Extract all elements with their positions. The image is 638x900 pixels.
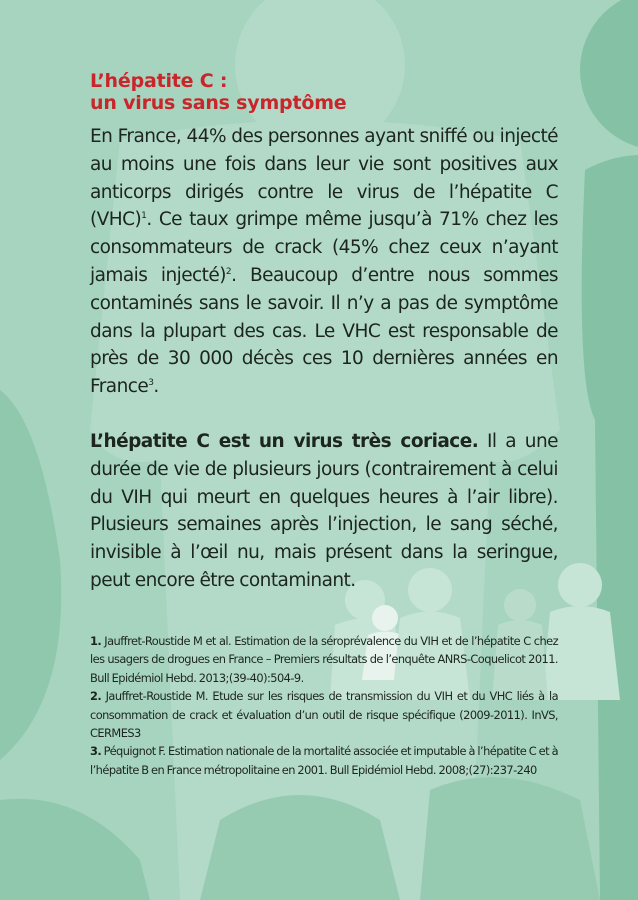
- reference-text: Péquignot F. Estimation nationale de la mortalité associée et imputable à l’hépatite C et à l’hépatite B en France métropolitaine en 2001. Bull Epidémiol Hebd. 2008;(27):237-240: [90, 744, 558, 777]
- footnote-ref-1: 1: [141, 211, 147, 222]
- para1-part4: .: [153, 376, 159, 398]
- para1-part1: En France, 44% des personnes ayant sniffé ou injecté au moins une fois dans leur vie sont positives aux anticorps dirigés contre le virus de l’hépatite C (VHC): [90, 126, 558, 231]
- reference-number: 2.: [90, 689, 102, 704]
- para1-part2: . Ce taux grimpe même jusqu’à 71% chez les consommateurs de crack (45% chez ceux n’ayant jamais injecté): [90, 209, 558, 286]
- reference-item: [90, 742, 558, 779]
- page-title: [90, 70, 558, 114]
- reference-item: [90, 687, 558, 742]
- title-line-1: L’hépatite C :: [90, 70, 228, 92]
- paragraph-virus-resistance: [90, 428, 558, 595]
- reference-text: Jauffret-Roustide M et al. Estimation de la séroprévalence du VIH et de l’hépatite C chez les usagers de drogues en France – Premiers résultats de l’enquête ANRS-Coquelicot 2011. Bull Epidémiol Hebd. 2013;(39-40):504-9.: [90, 634, 558, 685]
- para1-part3: . Beaucoup d’entre nous sommes contaminés sans le savoir. Il n’y a pas de symptôme dans la plupart des cas. Le VHC est responsable de près de 30 000 décès ces 10 dernières années en France: [90, 264, 558, 398]
- references: [90, 632, 558, 779]
- reference-number: 3.: [90, 744, 102, 759]
- title-line-2: un virus sans symptôme: [90, 92, 347, 114]
- paragraph-statistics: [90, 123, 558, 401]
- reference-item: [90, 632, 558, 687]
- reference-number: 1.: [90, 634, 102, 648]
- para2-rest: Il a une durée de vie de plusieurs jours (contrairement à celui du VIH qui meurt en quelques heures à l’air libre). Plusieurs semaines après l’injection, le sang séché, invisible à l’œil nu, mais présent dans la seringue, peut encore être contaminant.: [90, 430, 558, 591]
- reference-text: Jauffret-Roustide M. Etude sur les risques de transmission du VIH et du VHC liés à la consommation de crack et évaluation d’un outil de risque spécifique (2009-2011). InVS, CERMES3: [90, 689, 558, 741]
- footnote-ref-2: 2: [225, 266, 232, 277]
- main-content: [90, 70, 558, 595]
- footnote-ref-3: 3: [148, 378, 154, 389]
- para2-lead: L’hépatite C est un virus très coriace.: [90, 430, 479, 452]
